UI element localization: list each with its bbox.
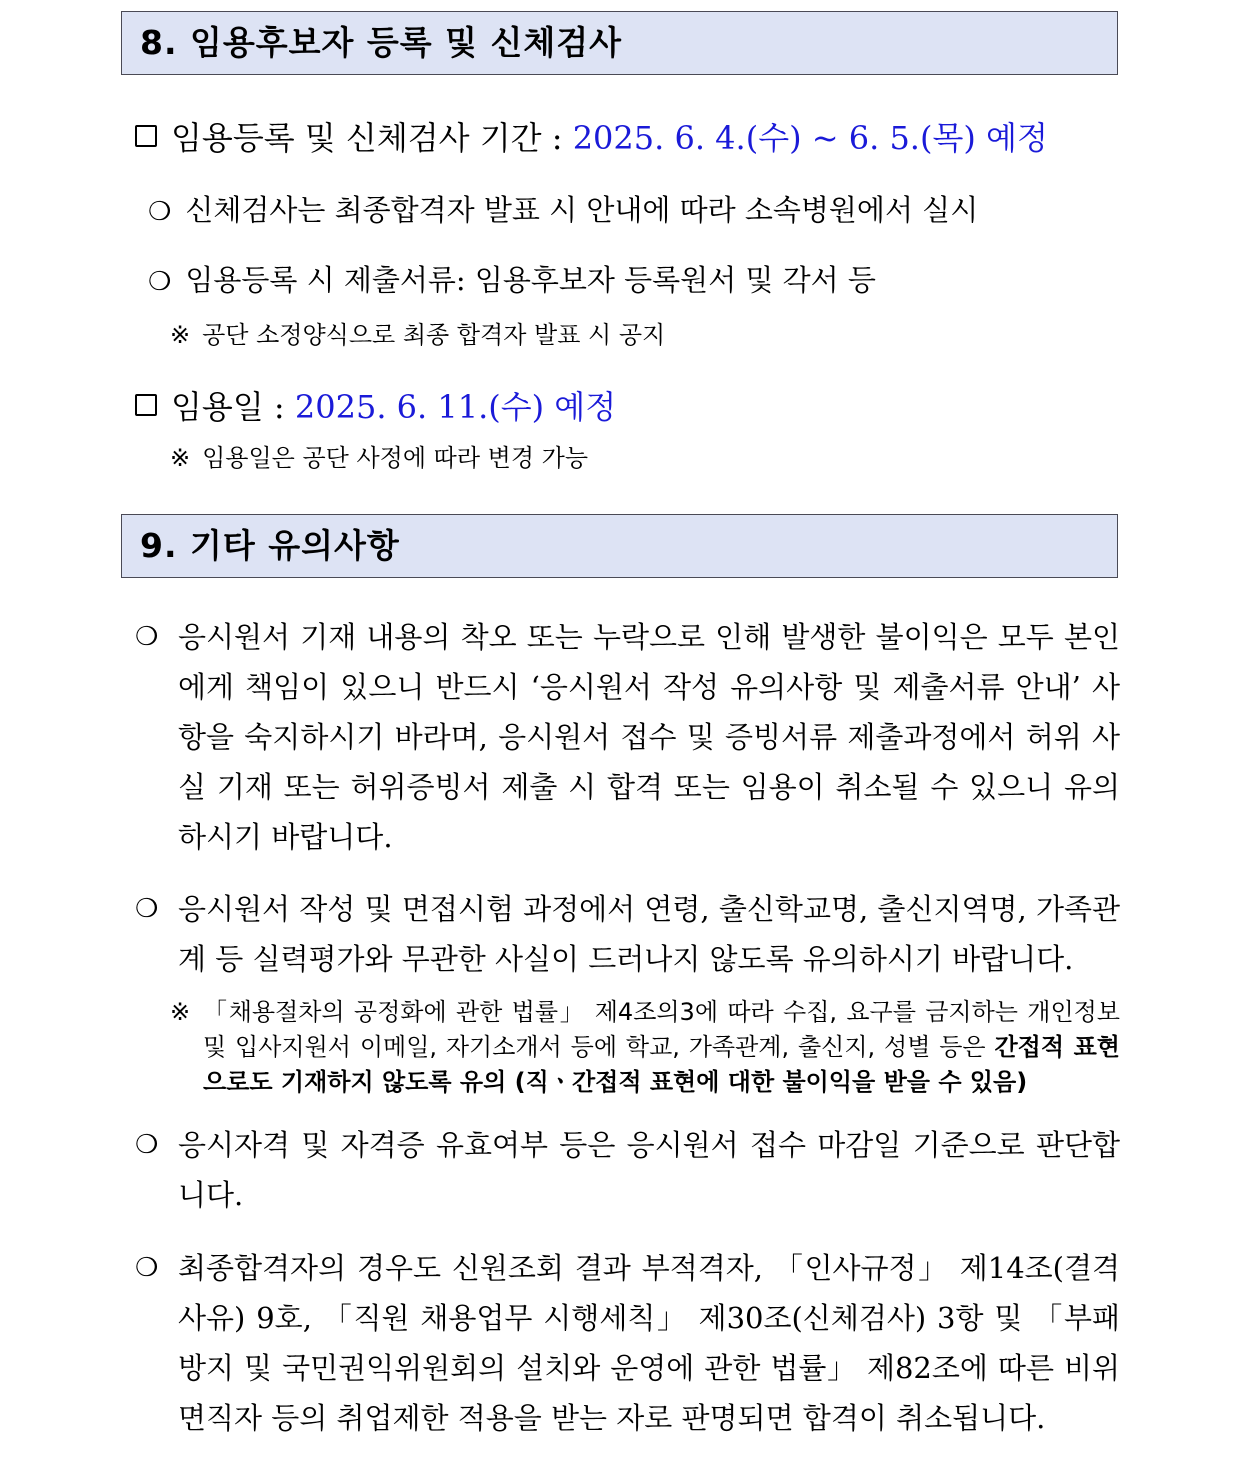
notice-item xyxy=(135,1120,1120,1220)
reference-mark-icon: ※ xyxy=(170,998,191,1026)
section-9-title: 9. 기타 유의사항 xyxy=(140,526,400,565)
circle-bullet-icon: ❍ xyxy=(148,267,172,297)
form-note xyxy=(170,315,665,350)
reference-mark-icon: ※ xyxy=(170,444,191,472)
privacy-note xyxy=(170,995,1120,1100)
privacy-note-text xyxy=(203,995,1120,1100)
notice-item xyxy=(135,884,1120,984)
date-note xyxy=(170,438,588,473)
health-check-text: 신체검사는 최종합격자 발표 시 안내에 따라 소속병원에서 실시 xyxy=(185,193,979,227)
section-9-header xyxy=(121,514,1118,578)
circle-bullet-icon: ❍ xyxy=(135,1253,159,1283)
circle-bullet-icon: ❍ xyxy=(135,1130,159,1160)
appointment-date-value: 2025. 6. 11.(수) 예정 xyxy=(294,388,617,426)
documents-text: 임용등록 시 제출서류: 임용후보자 등록원서 및 각서 등 xyxy=(185,263,876,297)
checkbox-square-icon xyxy=(135,125,157,147)
appointment-date-line xyxy=(135,382,616,428)
notice-item xyxy=(135,1243,1120,1443)
privacy-note-bold: 간접적 표현으로도 기재하지 않도록 유의 (직ㆍ간접적 표현에 대한 불이익을 받을 수 있음) xyxy=(203,1033,1120,1096)
privacy-note-plain: 「채용절차의 공정화에 관한 법률」 제4조의3에 따라 수집, 요구를 금지하는 개인정보 및 입사지원서 이메일, 자기소개서 등에 학교, 가족관계, 출신지, 성별 등은 xyxy=(203,998,1120,1061)
notice-item-text: 응시자격 및 자격증 유효여부 등은 응시원서 접수 마감일 기준으로 판단합니다. xyxy=(178,1128,1120,1212)
notice-item xyxy=(135,612,1120,862)
circle-bullet-icon: ❍ xyxy=(148,197,172,227)
circle-bullet-icon: ❍ xyxy=(135,622,159,652)
notice-item-text: 응시원서 기재 내용의 착오 또는 누락으로 인해 발생한 불이익은 모두 본인에게 책임이 있으니 반드시 ‘응시원서 작성 유의사항 및 제출서류 안내’ 사항을 숙지하시기 바라며, 응시원서 접수 및 증빙서류 제출과정에서 허위 사실 기재 또는 허위증빙서 제출 시 합격 또는 임용이 취소될 수 있으니 유의하시기 바랍니다. xyxy=(178,620,1120,854)
appointment-date-label: 임용일 : xyxy=(171,388,295,426)
registration-period-line xyxy=(135,113,1048,159)
documents-bullet xyxy=(148,258,876,299)
reference-mark-icon: ※ xyxy=(170,321,191,349)
registration-period-value: 2025. 6. 4.(수) ~ 6. 5.(목) 예정 xyxy=(572,119,1048,157)
circle-bullet-icon: ❍ xyxy=(135,894,159,924)
registration-period-label: 임용등록 및 신체검사 기간 : xyxy=(171,119,573,157)
date-note-text: 임용일은 공단 사정에 따라 변경 가능 xyxy=(202,444,589,472)
notice-item-text: 응시원서 작성 및 면접시험 과정에서 연령, 출신학교명, 출신지역명, 가족관계 등 실력평가와 무관한 사실이 드러나지 않도록 유의하시기 바랍니다. xyxy=(178,892,1120,976)
form-note-text: 공단 소정양식으로 최종 합격자 발표 시 공지 xyxy=(202,321,666,349)
notice-item-text: 최종합격자의 경우도 신원조회 결과 부적격자, 「인사규정」 제14조(결격사유) 9호, 「직원 채용업무 시행세칙」 제30조(신체검사) 3항 및 「부패방지 및 국민권익위원회의 설치와 운영에 관한 법률」 제82조에 따른 비위면직자 등의 취업제한 적용을 받는 자로 판명되면 합격이 취소됩니다. xyxy=(178,1251,1120,1435)
section-8-header xyxy=(121,11,1118,75)
section-8-title: 8. 임용후보자 등록 및 신체검사 xyxy=(140,23,622,62)
health-check-bullet xyxy=(148,188,978,229)
checkbox-square-icon xyxy=(135,394,157,416)
